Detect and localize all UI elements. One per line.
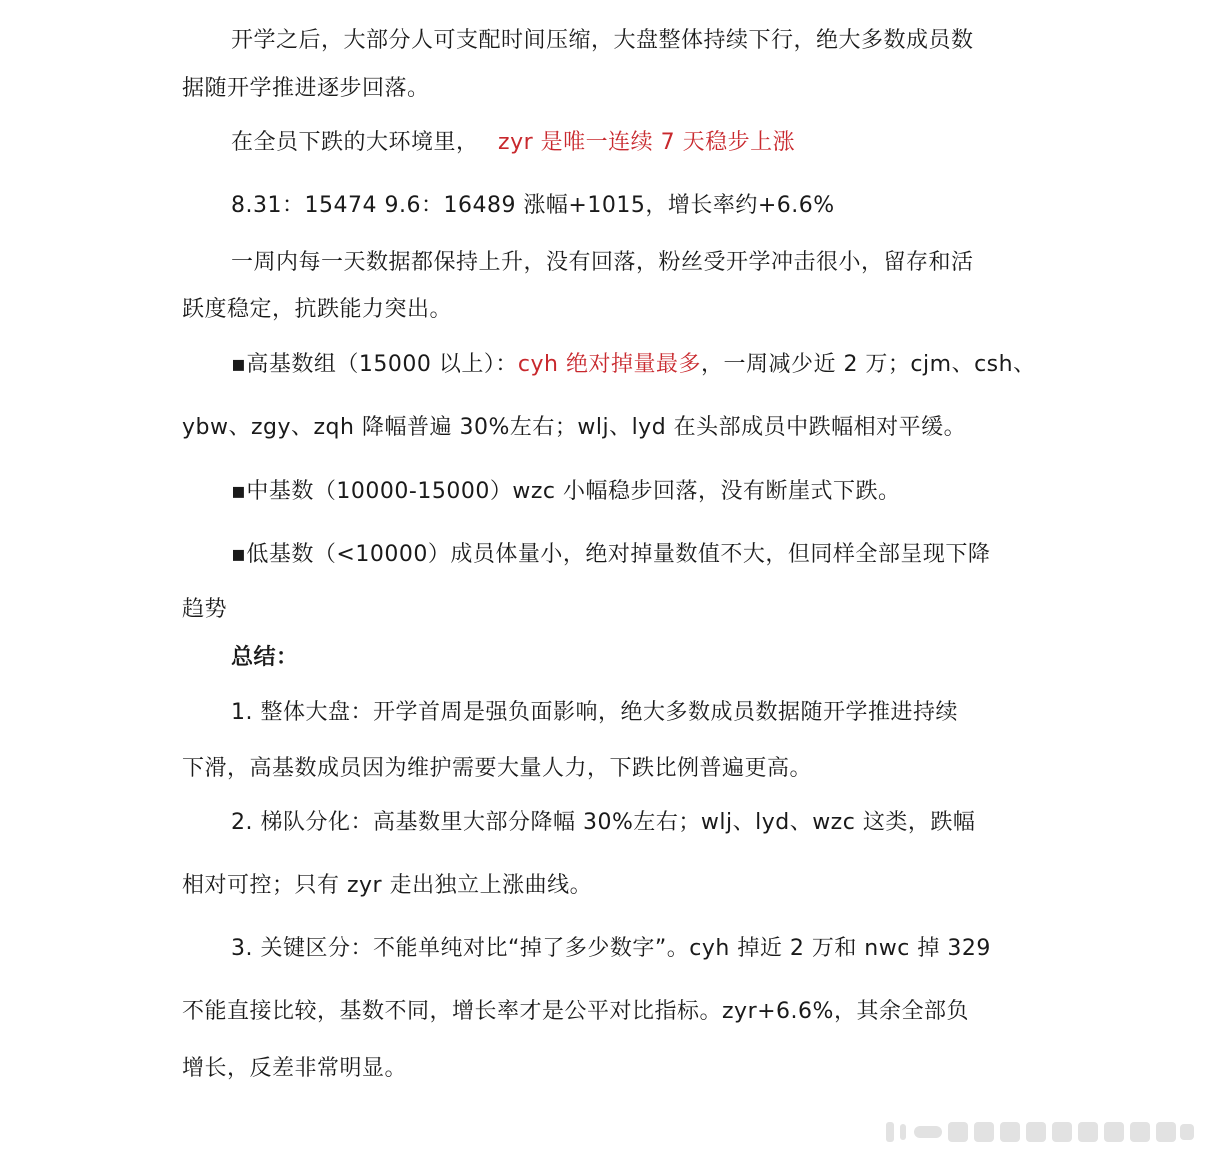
summary-item3-line3: 增长，反差非常明显。 <box>182 1056 408 1081</box>
paragraph-mid-base: ▪中基数（10000-15000）wzc 小幅稳步回落，没有断崖式下跌。 <box>231 479 901 504</box>
summary-item3-line2: 不能直接比较，基数不同，增长率才是公平对比指标。zyr+6.6%，其余全部负 <box>182 999 969 1024</box>
paragraph-low-base-line2: 趋势 <box>182 597 228 622</box>
summary-item3-line1: 3. 关键区分：不能单纯对比“掉了多少数字”。cyh 掉近 2 万和 nwc 掉 329 <box>231 936 991 961</box>
summary-item2-line2: 相对可控；只有 zyr 走出独立上涨曲线。 <box>182 873 593 898</box>
watermark-logo <box>886 1114 1196 1150</box>
paragraph-intro-line1: 开学之后，大部分人可支配时间压缩，大盘整体持续下行，绝大多数成员数 <box>231 28 974 53</box>
summary-item2-line1: 2. 梯队分化：高基数里大部分降幅 30%左右；wlj、lyd、wzc 这类，跌幅 <box>231 810 976 835</box>
paragraph-stability-line1: 一周内每一天数据都保持上升，没有回落，粉丝受开学冲击很小，留存和活 <box>231 250 974 275</box>
paragraph-zyr-numbers: 8.31：15474 9.6：16489 涨幅+1015，增长率约+6.6% <box>231 193 835 218</box>
summary-title: 总结： <box>231 645 299 670</box>
zyr-highlight-text: zyr 是唯一连续 7 天稳步上涨 <box>498 130 796 155</box>
paragraph-zyr-highlight <box>231 128 795 158</box>
paragraph-low-base-line1: ▪低基数（<10000）成员体量小，绝对掉量数值不大，但同样全部呈现下降 <box>231 542 991 567</box>
paragraph-high-base-line2: ybw、zgy、zqh 降幅普遍 30%左右；wlj、lyd 在头部成员中跌幅相对平缓。 <box>182 415 967 440</box>
paragraph-intro-line2: 据随开学推进逐步回落。 <box>182 76 430 101</box>
paragraph-stability-line2: 跃度稳定，抗跌能力突出。 <box>182 297 453 322</box>
high-base-label: ▪高基数组（15000 以上）： <box>231 352 518 377</box>
cyh-highlight-text: cyh 绝对掉量最多 <box>517 352 701 377</box>
summary-item1-line2: 下滑，高基数成员因为维护需要大量人力，下跌比例普遍更高。 <box>182 756 813 781</box>
zyr-lead-text: 在全员下跌的大环境里， <box>231 130 479 155</box>
paragraph-high-base-line1 <box>231 350 1036 380</box>
high-base-rest: ，一周减少近 2 万；cjm、csh、 <box>700 352 1036 377</box>
summary-item1-line1: 1. 整体大盘：开学首周是强负面影响，绝大多数成员数据随开学推进持续 <box>231 700 958 725</box>
